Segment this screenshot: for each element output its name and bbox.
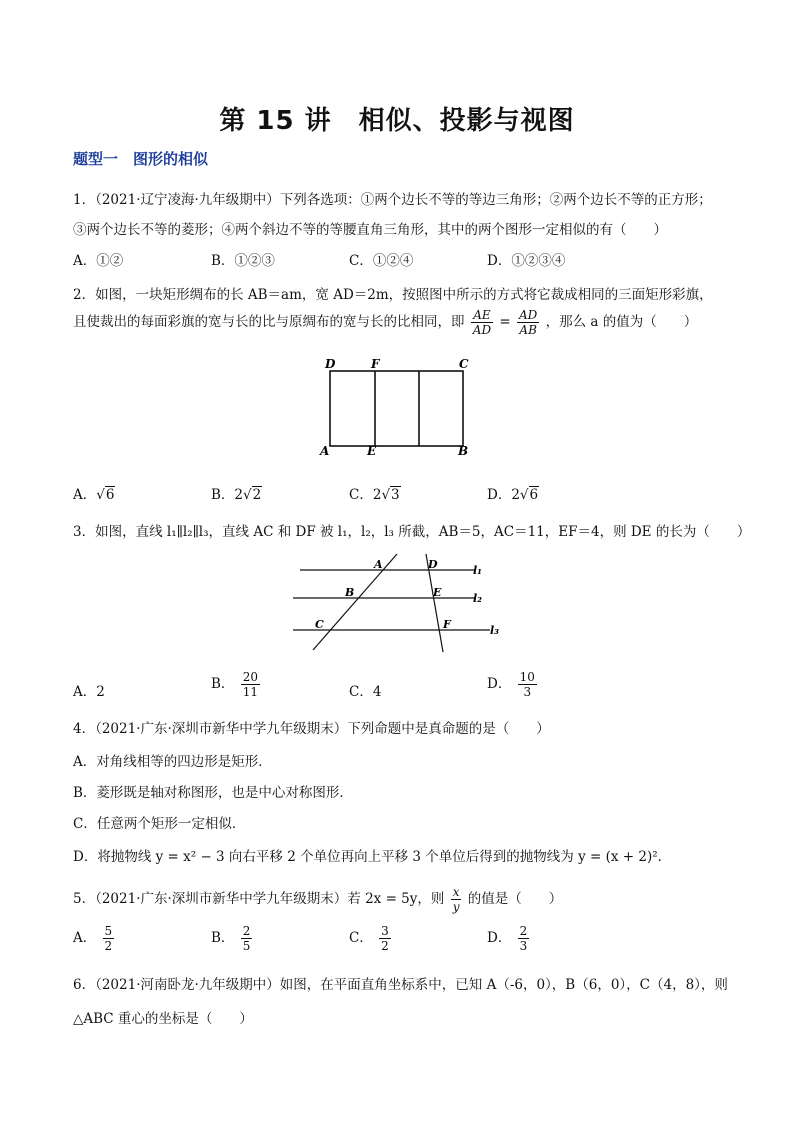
q5-option-a [73, 924, 116, 953]
q2-fraction-ae-ad [471, 308, 493, 337]
q3-label-c: C [315, 618, 324, 631]
q2-stem-text: 且使裁出的每面彩旗的宽与长的比与原绸布的宽与长的比相同，即 [73, 314, 465, 330]
q2-stem-line1: 2．如图，一块矩形绸布的长 AB＝am，宽 AD＝2m，按照图中所示的方式将它裁成相同的三面矩形彩旗， [73, 287, 713, 303]
fraction-numerator: 3 [381, 924, 389, 938]
fraction-numerator: 20 [242, 670, 258, 684]
sqrt-symbol: √2 [243, 487, 262, 503]
q4-option-b: B．菱形既是轴对称图形，也是中心对称图形． [73, 785, 353, 801]
fraction-numerator: 2 [519, 924, 528, 938]
option-label: A． [73, 487, 97, 503]
q2-option-a [73, 483, 115, 503]
q5-fraction-x-y [451, 885, 462, 914]
q3-label-l2: l₂ [473, 592, 482, 605]
q3-stem-line1: 3．如图，直线 l₁∥l₂∥l₃，直线 AC 和 DF 被 l₁，l₂，l₃ 所截，AB＝5，AC＝11，EF＝4，则 DE 的长为（ ） [73, 524, 751, 540]
option-fraction [241, 924, 253, 953]
q2-rectangle-figure [315, 355, 485, 460]
q2-label-a: A [320, 444, 330, 458]
q5-option-b [211, 924, 254, 953]
fraction-denominator: AB [519, 323, 537, 337]
q6-stem-line2: △ABC 重心的坐标是（ ） [73, 1011, 253, 1027]
fraction-denominator: 3 [523, 685, 532, 699]
fraction-denominator: 3 [519, 939, 528, 953]
q1-stem-line2: ③两个边长不等的菱形；④两个斜边不等的等腰直角三角形，其中的两个图形一定相似的有（ ） [73, 222, 667, 238]
option-label: B． [211, 676, 235, 692]
q5-option-c [349, 924, 393, 953]
q2-fraction-ad-ab [517, 308, 539, 337]
q1-stem-line1: 1．（2021·辽宁凌海·九年级期中）下列各选项：①两个边长不等的等边三角形；②两个边长不等的正方形； [73, 192, 712, 208]
q3-option-c: C．4 [349, 684, 382, 700]
q1-option-a: A．①② [73, 253, 124, 269]
q3-label-a: A [374, 558, 383, 571]
q3-label-f: F [443, 618, 451, 631]
fraction-denominator: 2 [104, 939, 113, 953]
option-label: D． [487, 930, 512, 946]
equals-sign: = [499, 314, 511, 330]
section-heading: 题型一 图形的相似 [73, 150, 209, 168]
fraction-denominator: 5 [242, 939, 251, 953]
q2-option-c [349, 483, 401, 503]
q1-option-d: D．①②③④ [487, 253, 566, 269]
q3-parallel-lines-figure [285, 552, 515, 662]
page-title: 第 15 讲 相似、投影与视图 [219, 106, 575, 136]
sqrt-symbol: √6 [96, 487, 115, 503]
fraction-denominator: 2 [381, 939, 389, 953]
fraction-numerator: AE [471, 308, 493, 323]
q2-label-f: F [371, 357, 380, 371]
fraction-numerator: 10 [519, 670, 535, 684]
option-coefficient: 2 [372, 487, 382, 503]
option-label: D． [487, 676, 512, 692]
q1-option-c: C．①②④ [349, 253, 414, 269]
q5-stem-suffix: 的值是（ ） [467, 891, 563, 907]
radicand: 6 [105, 487, 115, 503]
fraction-numerator: 5 [104, 924, 113, 938]
option-fraction [379, 924, 391, 953]
q2-label-b: B [458, 444, 469, 458]
q4-option-c: C．任意两个矩形一定相似． [73, 816, 246, 832]
q3-option-a: A．2 [73, 684, 105, 700]
radicand: 6 [529, 487, 539, 503]
option-fraction [518, 670, 537, 699]
fraction-numerator: x [452, 885, 460, 899]
q2-option-d [487, 483, 539, 503]
option-label: B． [211, 487, 235, 503]
sqrt-symbol: √3 [381, 487, 400, 503]
q4-option-d: D．将抛物线 y = x² − 3 向右平移 2 个单位再向上平移 3 个单位后得到的抛物线为 y = (x + 2)²． [73, 849, 672, 865]
q2-stem-line2 [73, 308, 697, 337]
q2-label-c: C [459, 357, 469, 371]
radicand: 3 [391, 487, 400, 503]
q3-option-b [211, 670, 262, 699]
fraction-denominator: 11 [242, 685, 258, 699]
option-coefficient: 2 [234, 487, 244, 503]
fraction-denominator: AD [472, 323, 492, 337]
fraction-numerator: 2 [242, 924, 251, 938]
option-label: A． [73, 930, 97, 946]
option-coefficient: 2 [511, 487, 520, 503]
option-label: C． [349, 930, 373, 946]
option-label: D． [487, 487, 512, 503]
q3-option-d [487, 670, 539, 699]
q6-stem-line1: 6．（2021·河南卧龙·九年级期中）如图，在平面直角坐标系中，已知 A（-6，0），B（6，0），C（4，8），则 [73, 977, 728, 993]
fraction-denominator: y [452, 900, 460, 914]
option-label: B． [211, 930, 235, 946]
option-fraction [518, 924, 530, 953]
q5-stem [73, 885, 562, 914]
q3-label-l3: l₃ [490, 624, 499, 637]
sqrt-symbol: √6 [519, 487, 539, 503]
fraction-numerator: AD [519, 308, 538, 322]
option-fraction [241, 670, 260, 699]
q3-label-b: B [345, 586, 355, 599]
q5-option-d [487, 924, 531, 953]
q3-label-l1: l₁ [473, 564, 482, 577]
q1-option-b: B．①②③ [211, 253, 275, 269]
q3-label-e: E [433, 586, 442, 599]
q2-label-d: D [325, 357, 336, 371]
q2-outer-rectangle [330, 371, 463, 446]
radicand: 2 [252, 487, 262, 503]
q3-label-d: D [428, 558, 438, 571]
q5-stem-text: 5．（2021·广东·深圳市新华中学九年级期末）若 2x = 5y，则 [73, 891, 445, 907]
q4-option-a: A．对角线相等的四边形是矩形． [73, 754, 272, 770]
option-fraction [103, 924, 115, 953]
q2-stem-suffix: ，那么 a 的值为（ ） [545, 314, 698, 330]
q4-stem: 4．（2021·广东·深圳市新华中学九年级期末）下列命题中是真命题的是（ ） [73, 721, 550, 737]
q3-transversal-ac [313, 554, 397, 650]
q2-option-b [211, 483, 262, 503]
q2-label-e: E [367, 444, 377, 458]
option-label: C． [349, 487, 373, 503]
